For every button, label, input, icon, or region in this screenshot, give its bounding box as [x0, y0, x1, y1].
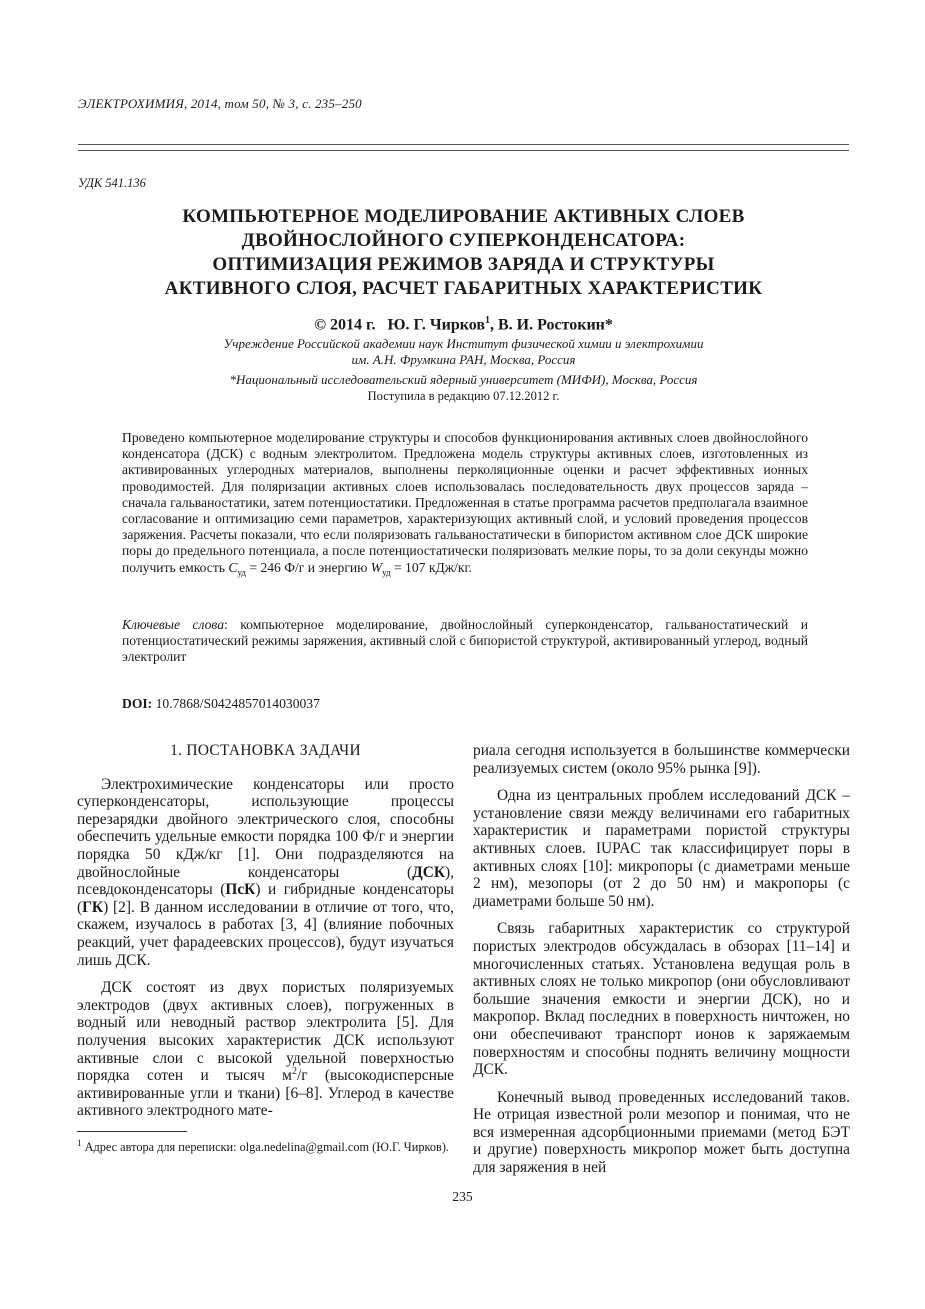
footnote [77, 1136, 454, 1155]
article-title [78, 205, 849, 301]
c-value: = 246 Ф/г и энергию [245, 559, 371, 575]
received-date: Поступила в редакцию 07.12.2012 г. [367, 389, 560, 403]
keywords-text: : компьютерное моделирование, двойнослойный суперконденсатор, гальваностатический и потенциостатический режимы заряжения, активный слой с бипористой структурой, активированный углерод, водный электролит [122, 617, 808, 665]
affiliation-1-line-1: Учреждение Российской академии наук Институт физической химии и электрохимии [223, 336, 704, 351]
c-subscript: уд [237, 567, 246, 578]
authors-line [78, 315, 849, 334]
affiliation-2: *Национальный исследовательский ядерный университет (МИФИ), Москва, Россия [229, 372, 698, 387]
author-1: Ю. Г. Чирков [387, 316, 485, 334]
column-left [77, 742, 454, 1130]
author-separator: , [490, 316, 498, 334]
column-right [473, 742, 850, 1187]
author-1-footnote-mark: 1 [485, 315, 490, 326]
doi [122, 696, 320, 712]
paragraph-1 [77, 776, 454, 970]
journal-header: ЭЛЕКТРОХИМИЯ, 2014, том 50, № 3, с. 235–250 [78, 96, 362, 111]
term-psk: ПсК [225, 881, 256, 899]
section-heading: 1. ПОСТАНОВКА ЗАДАЧИ [170, 742, 361, 759]
title-line-2: ДВОЙНОСЛОЙНОГО СУПЕРКОНДЕНСАТОРА: [241, 230, 686, 251]
copyright: © 2014 г. [314, 316, 376, 334]
udk-code: УДК 541.136 [78, 176, 146, 190]
paragraph-2-text-a: ДСК состоят из двух пористых поляризуемых электродов (двух активных слоев), погруженных в водный или неводный раствор электролита [5]. Для получения высоких характеристик ДСК используют активные слои с высокой удельной поверхностью порядка сотен и тысяч м [77, 979, 454, 1085]
doi-value[interactable]: 10.7868/S0424857014030037 [152, 696, 320, 711]
footnote-text: Адрес автора для переписки: olga.nedelina@gmail.com (Ю.Г. Чирков). [81, 1140, 450, 1155]
w-symbol: W [370, 559, 383, 575]
title-line-1: КОМПЬЮТЕРНОЕ МОДЕЛИРОВАНИЕ АКТИВНЫХ СЛОЕВ [182, 206, 745, 227]
term-gk: ГК [82, 898, 104, 916]
abstract [122, 430, 808, 581]
paragraph-1-text-b: ), псевдоконденсаторы ( [77, 863, 454, 899]
title-line-4: АКТИВНОГО СЛОЯ, РАСЧЕТ ГАБАРИТНЫХ ХАРАКТЕРИСТИК [164, 278, 763, 299]
footnote-rule [77, 1131, 187, 1132]
paragraph-1-text-d: ) [2]. В данном исследовании в отличие от того, что, скажем, изучалось в работах [3, 4] (влияние побочных реакций, учет фарадеевских процессов), будут изучаться лишь ДСК. [77, 898, 454, 969]
paragraph-1-text-a: Электрохимические конденсаторы или просто суперконденсаторы, использующие процессы перезарядки двойного электрического слоя, способны обеспечить удельные емкости порядка 100 Ф/г и энергии порядка 50 кДж/кг [1]. Они подразделяются на двойнослойные конденсаторы ( [77, 775, 454, 881]
keywords [122, 617, 808, 666]
author-2: В. И. Ростокин* [498, 316, 613, 334]
w-subscript: уд [382, 567, 391, 578]
page-number: 235 [452, 1189, 473, 1204]
paragraph-4: Связь габаритных характеристик со структурой пористых электродов обсуждалась в обзорах [11–14] и многочисленных статьях. Установлена ведущая роль в активных слоях не только микропор (они обусловливают большие значения емкости и энергии ДСК), но и макропор. Вклад последних в поверхность ничтожен, но они обеспечивают транспорт ионов к заряжаемым поверхностям и способны поднять величину мощности ДСК. [473, 920, 850, 1079]
paragraph-1-text-c: ) и гибридные конденсаторы ( [77, 881, 455, 916]
doi-label: DOI: [122, 696, 153, 711]
affiliation-1 [78, 336, 849, 368]
header-rule-bottom [78, 150, 849, 151]
title-line-3: ОПТИМИЗАЦИЯ РЕЖИМОВ ЗАРЯДА И СТРУКТУРЫ [212, 254, 715, 275]
keywords-label: Ключевые слова [122, 617, 225, 632]
term-dsk: ДСК [412, 863, 446, 881]
paragraph-3: Одна из центральных проблем исследований ДСК – установление связи между величинами его габаритных характеристик и параметрами пористой структуры активных слоев. IUPAC так классифицирует поры в активных слоях [10]: микропоры (с диаметрами меньше 2 нм), мезопоры (от 2 до 50 нм) и макропоры (с диаметрами больше 50 нм). [473, 787, 850, 910]
affiliation-1-line-2: им. А.Н. Фрумкина РАН, Москва, Россия [351, 352, 576, 367]
header-rule-top [78, 144, 849, 145]
paragraph-5: Конечный вывод проведенных исследований таков. Не отрицая известной роли мезопор и понимая, что не вся измеренная адсорбционными приемами (метод БЭТ и другие) поверхность микропор может быть доступна для заряжения в ней [473, 1088, 850, 1177]
c-symbol: C [228, 559, 238, 575]
paragraph-2-text-b: /г (высокодисперсные активированные угли и ткани) [6–8]. Углерод в качестве активного электродного мате- [77, 1067, 455, 1120]
paragraph-continued: риала сегодня используется в большинстве коммерчески реализуемых систем (около 95% рынка [9]). [473, 742, 850, 777]
w-value: = 107 кДж/кг. [390, 559, 472, 575]
superscript-2: 2 [291, 1065, 297, 1077]
footnote-mark: 1 [77, 1138, 82, 1148]
paragraph-2 [77, 979, 454, 1120]
abstract-text: Проведено компьютерное моделирование структуры и способов функционирования активных слоев двойнослойного конденсатора (ДСК) с водным электролитом. Предложена модель структуры активных слоев, изготовленных из активированных углеродных материалов, выполнены перколяционные оценки и расчет эффективных ионных проводимостей. Для поляризации активных слоев использовалась последовательность двух процессов заряда – сначала гальваностатики, затем потенциостатики. Предложенная в статье программа расчетов предполагала взаимное согласование и оптимизацию семи параметров, характеризующих активный слой, и условий проведения процессов заряжения. Расчеты показали, что если поляризовать гальваностатически в бипористом активном слое ДСК широкие поры до предельного потенциала, а после потенциостатически поляризовать мелкие поры, то за доли секунды можно получить емкость [122, 430, 808, 575]
